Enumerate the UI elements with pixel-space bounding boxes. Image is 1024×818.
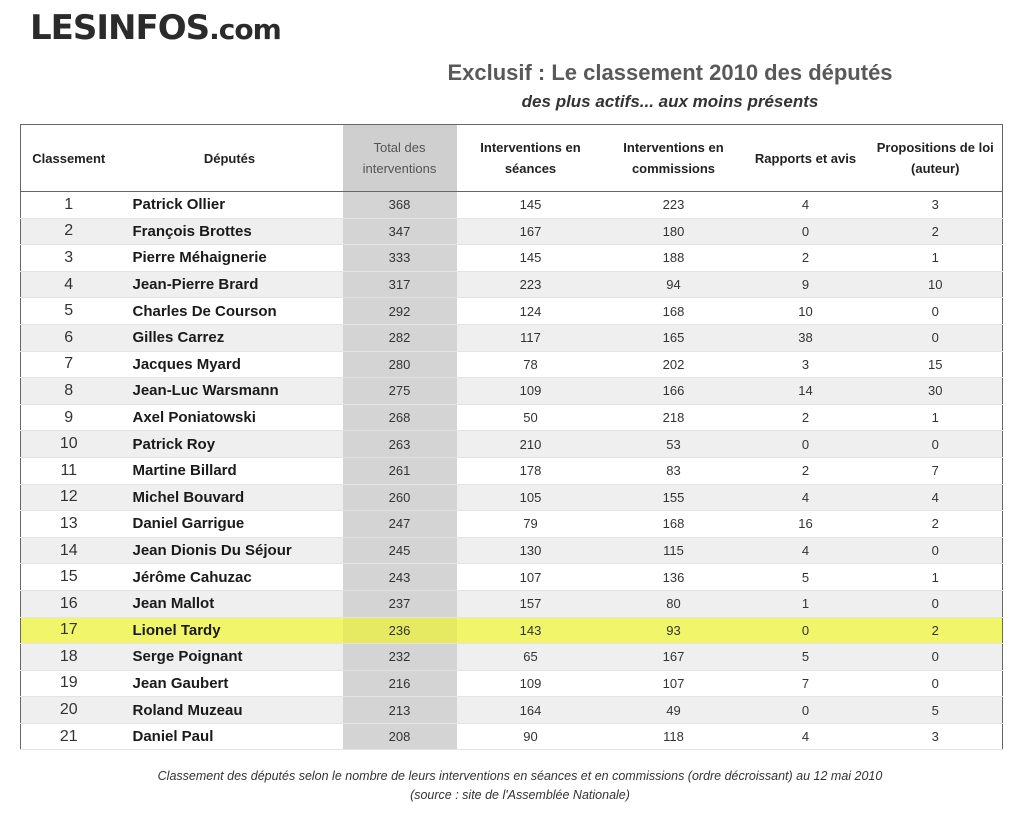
column-header-deputes: Députés	[117, 125, 343, 192]
cell-propositions: 30	[869, 378, 1003, 405]
cell-rapports: 10	[743, 298, 869, 325]
cell-commissions: 49	[605, 697, 743, 724]
cell-commissions: 93	[605, 617, 743, 644]
cell-seances: 79	[457, 511, 605, 538]
table-row	[21, 564, 1003, 591]
ranking-table	[20, 124, 1003, 750]
cell-total: 245	[343, 537, 457, 564]
cell-seances: 157	[457, 590, 605, 617]
cell-total: 317	[343, 271, 457, 298]
cell-depute-name: Jacques Myard	[117, 351, 343, 378]
cell-depute-name: Serge Poignant	[117, 644, 343, 671]
cell-propositions: 15	[869, 351, 1003, 378]
cell-total: 236	[343, 617, 457, 644]
cell-propositions: 0	[869, 670, 1003, 697]
table-row	[21, 590, 1003, 617]
table-row	[21, 404, 1003, 431]
cell-depute-name: Jean Mallot	[117, 590, 343, 617]
cell-total: 347	[343, 218, 457, 245]
cell-propositions: 0	[869, 537, 1003, 564]
ranking-table-container	[20, 124, 1004, 750]
cell-commissions: 167	[605, 644, 743, 671]
cell-rank: 12	[21, 484, 117, 511]
table-header-row	[21, 125, 1003, 192]
cell-seances: 109	[457, 670, 605, 697]
cell-seances: 90	[457, 723, 605, 750]
cell-propositions: 0	[869, 431, 1003, 458]
table-row	[21, 378, 1003, 405]
cell-seances: 107	[457, 564, 605, 591]
cell-depute-name: Lionel Tardy	[117, 617, 343, 644]
cell-depute-name: Charles De Courson	[117, 298, 343, 325]
column-header-commissions: Interventions en commissions	[605, 125, 743, 192]
cell-rapports: 4	[743, 192, 869, 219]
cell-propositions: 5	[869, 697, 1003, 724]
cell-seances: 223	[457, 271, 605, 298]
cell-rapports: 14	[743, 378, 869, 405]
table-row	[21, 245, 1003, 272]
cell-rank: 3	[21, 245, 117, 272]
cell-propositions: 7	[869, 457, 1003, 484]
cell-commissions: 83	[605, 457, 743, 484]
cell-depute-name: Daniel Garrigue	[117, 511, 343, 538]
table-row	[21, 271, 1003, 298]
cell-total: 280	[343, 351, 457, 378]
cell-seances: 164	[457, 697, 605, 724]
cell-total: 275	[343, 378, 457, 405]
cell-rapports: 4	[743, 537, 869, 564]
caption-line-2: (source : site de l'Assemblée Nationale)	[410, 788, 630, 802]
cell-commissions: 53	[605, 431, 743, 458]
cell-propositions: 1	[869, 245, 1003, 272]
cell-total: 261	[343, 457, 457, 484]
cell-rank: 9	[21, 404, 117, 431]
cell-commissions: 118	[605, 723, 743, 750]
cell-depute-name: Michel Bouvard	[117, 484, 343, 511]
table-row	[21, 351, 1003, 378]
cell-rapports: 0	[743, 218, 869, 245]
cell-rapports: 4	[743, 484, 869, 511]
cell-total: 268	[343, 404, 457, 431]
site-logo	[30, 8, 281, 48]
cell-total: 247	[343, 511, 457, 538]
column-header-rapports: Rapports et avis	[743, 125, 869, 192]
cell-propositions: 0	[869, 644, 1003, 671]
cell-rank: 16	[21, 590, 117, 617]
cell-seances: 143	[457, 617, 605, 644]
cell-rank: 20	[21, 697, 117, 724]
cell-rank: 6	[21, 324, 117, 351]
cell-rank: 1	[21, 192, 117, 219]
table-row	[21, 298, 1003, 325]
cell-propositions: 1	[869, 404, 1003, 431]
table-row	[21, 617, 1003, 644]
cell-rapports: 0	[743, 617, 869, 644]
cell-rank: 14	[21, 537, 117, 564]
cell-commissions: 223	[605, 192, 743, 219]
cell-seances: 145	[457, 192, 605, 219]
cell-total: 368	[343, 192, 457, 219]
cell-propositions: 4	[869, 484, 1003, 511]
table-row	[21, 324, 1003, 351]
cell-rapports: 4	[743, 723, 869, 750]
cell-propositions: 2	[869, 218, 1003, 245]
cell-rapports: 2	[743, 457, 869, 484]
cell-propositions: 0	[869, 590, 1003, 617]
table-row	[21, 218, 1003, 245]
caption-line-1: Classement des députés selon le nombre de leurs interventions en séances et en commissions (ordre décroissant) au 12 mai 2010	[157, 769, 883, 783]
cell-commissions: 180	[605, 218, 743, 245]
cell-rank: 7	[21, 351, 117, 378]
cell-seances: 124	[457, 298, 605, 325]
cell-seances: 105	[457, 484, 605, 511]
cell-depute-name: Axel Poniatowski	[117, 404, 343, 431]
cell-total: 208	[343, 723, 457, 750]
column-header-seances: Interventions en séances	[457, 125, 605, 192]
cell-commissions: 94	[605, 271, 743, 298]
cell-seances: 167	[457, 218, 605, 245]
page-subtitle: des plus actifs... aux moins présents	[521, 92, 819, 111]
cell-rapports: 5	[743, 644, 869, 671]
logo-name: LESINFOS	[30, 8, 210, 48]
cell-depute-name: Patrick Roy	[117, 431, 343, 458]
cell-depute-name: Jean-Pierre Brard	[117, 271, 343, 298]
cell-rank: 5	[21, 298, 117, 325]
cell-propositions: 0	[869, 324, 1003, 351]
cell-seances: 178	[457, 457, 605, 484]
cell-depute-name: Jean-Luc Warsmann	[117, 378, 343, 405]
cell-rank: 17	[21, 617, 117, 644]
cell-total: 232	[343, 644, 457, 671]
cell-rapports: 1	[743, 590, 869, 617]
cell-commissions: 188	[605, 245, 743, 272]
cell-propositions: 2	[869, 617, 1003, 644]
cell-depute-name: Jérôme Cahuzac	[117, 564, 343, 591]
cell-rapports: 38	[743, 324, 869, 351]
cell-rank: 10	[21, 431, 117, 458]
table-row	[21, 644, 1003, 671]
table-row	[21, 723, 1003, 750]
cell-rapports: 2	[743, 245, 869, 272]
cell-depute-name: Daniel Paul	[117, 723, 343, 750]
cell-rapports: 5	[743, 564, 869, 591]
cell-rapports: 9	[743, 271, 869, 298]
column-header-propositions: Propositions de loi (auteur)	[869, 125, 1003, 192]
cell-seances: 130	[457, 537, 605, 564]
cell-depute-name: François Brottes	[117, 218, 343, 245]
cell-rapports: 0	[743, 697, 869, 724]
cell-depute-name: Jean Gaubert	[117, 670, 343, 697]
cell-rank: 18	[21, 644, 117, 671]
cell-total: 243	[343, 564, 457, 591]
cell-depute-name: Roland Muzeau	[117, 697, 343, 724]
cell-depute-name: Gilles Carrez	[117, 324, 343, 351]
cell-seances: 210	[457, 431, 605, 458]
cell-rank: 19	[21, 670, 117, 697]
cell-seances: 145	[457, 245, 605, 272]
cell-depute-name: Pierre Méhaignerie	[117, 245, 343, 272]
cell-rapports: 0	[743, 431, 869, 458]
table-body	[21, 192, 1003, 750]
cell-propositions: 0	[869, 298, 1003, 325]
table-row	[21, 484, 1003, 511]
cell-total: 333	[343, 245, 457, 272]
table-row	[21, 457, 1003, 484]
table-row	[21, 537, 1003, 564]
cell-propositions: 10	[869, 271, 1003, 298]
column-header-total: Total des interventions	[343, 125, 457, 192]
cell-total: 216	[343, 670, 457, 697]
cell-seances: 117	[457, 324, 605, 351]
cell-propositions: 1	[869, 564, 1003, 591]
cell-depute-name: Patrick Ollier	[117, 192, 343, 219]
logo-suffix: .com	[209, 13, 281, 46]
table-row	[21, 431, 1003, 458]
cell-rank: 2	[21, 218, 117, 245]
cell-seances: 50	[457, 404, 605, 431]
cell-propositions: 2	[869, 511, 1003, 538]
cell-total: 237	[343, 590, 457, 617]
cell-rank: 11	[21, 457, 117, 484]
cell-rank: 13	[21, 511, 117, 538]
cell-commissions: 168	[605, 298, 743, 325]
cell-depute-name: Martine Billard	[117, 457, 343, 484]
cell-commissions: 166	[605, 378, 743, 405]
table-row	[21, 511, 1003, 538]
cell-commissions: 155	[605, 484, 743, 511]
cell-seances: 65	[457, 644, 605, 671]
cell-commissions: 115	[605, 537, 743, 564]
cell-total: 292	[343, 298, 457, 325]
cell-rank: 4	[21, 271, 117, 298]
cell-commissions: 80	[605, 590, 743, 617]
column-header-classement: Classement	[21, 125, 117, 192]
cell-seances: 78	[457, 351, 605, 378]
cell-seances: 109	[457, 378, 605, 405]
cell-rapports: 7	[743, 670, 869, 697]
cell-total: 263	[343, 431, 457, 458]
cell-total: 213	[343, 697, 457, 724]
cell-commissions: 218	[605, 404, 743, 431]
table-caption	[40, 767, 1000, 805]
cell-total: 282	[343, 324, 457, 351]
cell-commissions: 202	[605, 351, 743, 378]
cell-rank: 15	[21, 564, 117, 591]
table-row	[21, 670, 1003, 697]
cell-total: 260	[343, 484, 457, 511]
cell-commissions: 165	[605, 324, 743, 351]
cell-rapports: 3	[743, 351, 869, 378]
cell-propositions: 3	[869, 192, 1003, 219]
cell-commissions: 107	[605, 670, 743, 697]
table-row	[21, 697, 1003, 724]
cell-rapports: 16	[743, 511, 869, 538]
page-title: Exclusif : Le classement 2010 des députés	[447, 60, 893, 85]
cell-rank: 21	[21, 723, 117, 750]
cell-depute-name: Jean Dionis Du Séjour	[117, 537, 343, 564]
table-row	[21, 192, 1003, 219]
cell-rapports: 2	[743, 404, 869, 431]
cell-propositions: 3	[869, 723, 1003, 750]
cell-commissions: 168	[605, 511, 743, 538]
cell-rank: 8	[21, 378, 117, 405]
cell-commissions: 136	[605, 564, 743, 591]
